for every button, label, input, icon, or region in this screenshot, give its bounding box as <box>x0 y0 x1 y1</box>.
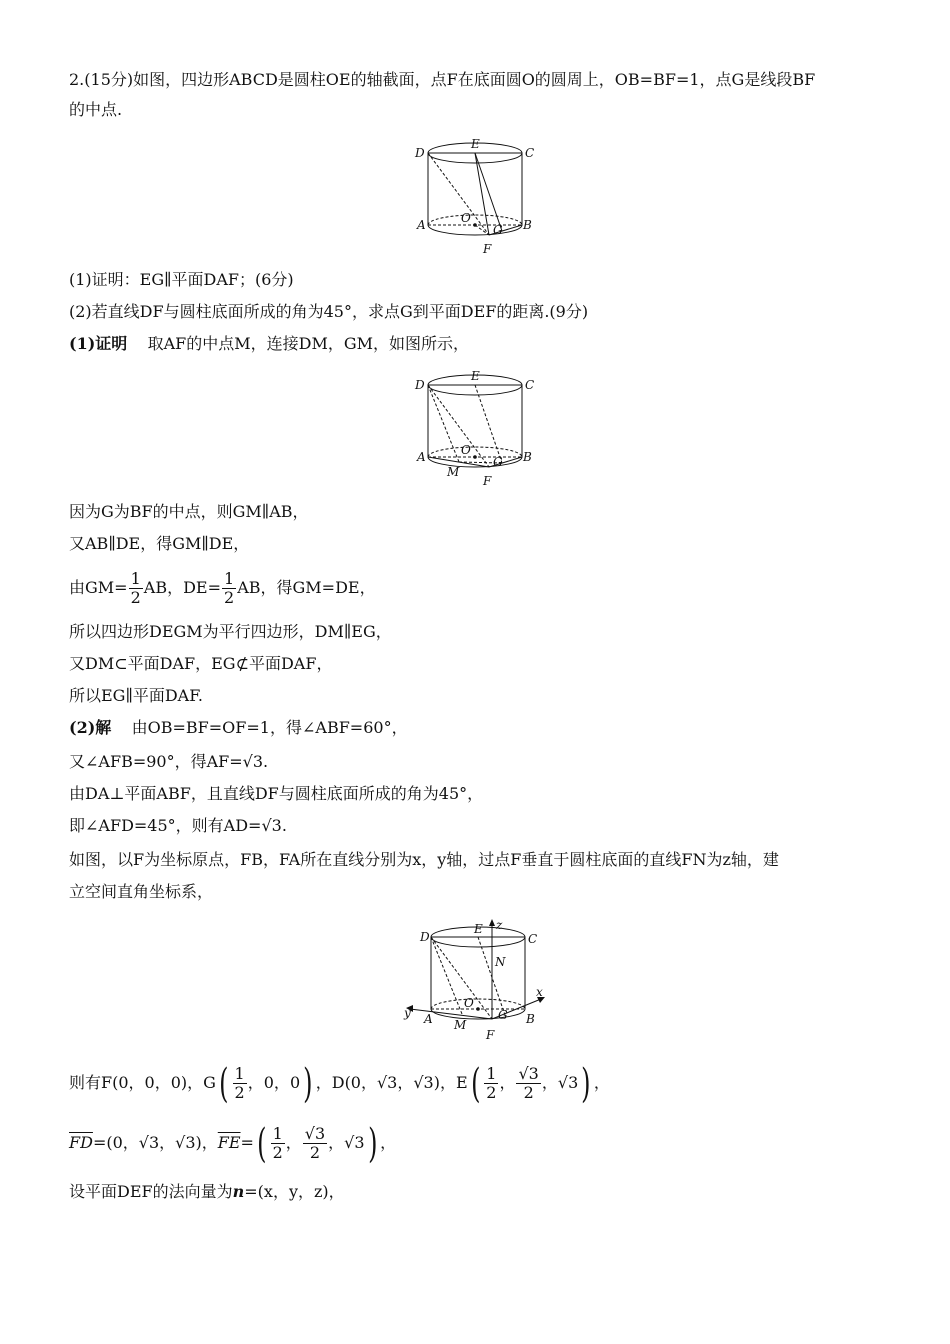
label-D: D <box>415 378 425 392</box>
solution1-intro-text: 取AF的中点M，连接DM，GM，如图所示， <box>147 334 470 353</box>
label-A: A <box>417 450 426 464</box>
fraction-sqrt3-over-2: $\frac{√3}{2}$ <box>518 1064 539 1102</box>
vectors-line: $\overline{FD}=(0$，√3，√3)，$\overline{FE}=$( $\frac{1}{2}$ ， $\frac{√3}{2}$ ，√3) ， <box>69 1120 397 1167</box>
label-N: N <box>495 955 506 969</box>
vector-FE: $\overline{FE}$ <box>217 1133 241 1152</box>
label-O: O <box>464 996 474 1010</box>
solution2-line-1: (2)解 由OB=BF=OF=1，得∠ABF=60°， <box>69 718 408 737</box>
solution2-line-6: 立空间直角坐标系， <box>69 882 214 901</box>
solution2-line-3: 由DA⊥平面ABF，且直线DF与圆柱底面所成的角为45°， <box>69 784 484 803</box>
problem-line-2: 的中点. <box>69 100 123 119</box>
label-B: B <box>523 450 532 464</box>
label-G: G <box>493 455 503 469</box>
label-E: E <box>471 137 480 151</box>
label-C: C <box>525 146 535 160</box>
label-y: y <box>404 1006 411 1020</box>
solution1-line-6: 所以EG∥平面DAF. <box>69 686 203 705</box>
vector-FD: $\overline{FD}$ <box>69 1133 93 1152</box>
fraction-sqrt3-over-2: $\frac{√3}{2}$ <box>304 1124 326 1162</box>
l3-part-a: 由GM= <box>69 578 128 597</box>
label-D: D <box>420 930 430 944</box>
solution2-line-5: 如图，以F为坐标原点，FB，FA所在直线分别为x，y轴，过点F垂直于圆柱底面的直线FN为z轴，建 <box>69 850 779 869</box>
fraction-half: $\frac{1}{2}$ <box>130 569 141 607</box>
fraction-half: $\frac{1}{2}$ <box>486 1064 497 1102</box>
problem-line-1: 2.(15分)如图，四边形ABCD是圆柱OE的轴截面，点F在底面圆O的圆周上，OB=BF=1，点G是线段BF <box>69 70 816 89</box>
fraction-half: $\frac{1}{2}$ <box>234 1064 245 1102</box>
label-D: D <box>415 146 425 160</box>
label-E: E <box>471 369 480 383</box>
label-x: x <box>536 985 543 999</box>
label-M: M <box>447 465 460 479</box>
label-F: F <box>486 1028 495 1042</box>
solution1-intro <box>69 332 890 356</box>
solution1-line-3 <box>69 568 890 608</box>
label-G: G <box>493 223 503 237</box>
label-F: F <box>483 474 492 488</box>
label-C: C <box>525 378 535 392</box>
label-A: A <box>424 1012 433 1026</box>
l3-part-c: AB，得GM=DE， <box>237 578 376 597</box>
label-O: O <box>461 443 471 457</box>
label-O: O <box>461 211 471 225</box>
fraction-half: $\frac{1}{2}$ <box>272 1124 283 1162</box>
question-1: (1)证明：EG∥平面DAF；(6分) <box>69 270 294 289</box>
solution2-line-2: 又∠AFB=90°，得AF=√3. <box>69 752 269 771</box>
label-E: E <box>474 922 483 936</box>
fraction-half: $\frac{1}{2}$ <box>224 569 235 607</box>
solution2-tag: (2)解 <box>69 718 112 737</box>
label-z: z <box>496 918 503 932</box>
label-A: A <box>417 218 426 232</box>
solution1-line-2: 又AB∥DE，得GM∥DE， <box>69 534 250 553</box>
label-B: B <box>523 218 532 232</box>
question-2: (2)若直线DF与圆柱底面所成的角为45°，求点G到平面DEF的距离.(9分) <box>69 302 589 321</box>
cylinder-figure-1 <box>405 133 545 258</box>
solution1-tag: (1)证明 <box>69 334 128 353</box>
solution1-line-1: 因为G为BF的中点，则GM∥AB， <box>69 502 309 521</box>
label-G: G <box>498 1008 508 1022</box>
label-F: F <box>483 242 492 256</box>
coordinates-line: 则有F(0，0，0)，G( $\frac{1}{2}$ ，0，0) ，D(0，√3，√3)，E( $\frac{1}{2}$ ， $\frac{√3}{2}$ ，√3) ， <box>69 1060 610 1107</box>
normal-vector-n: n <box>232 1182 245 1201</box>
label-B: B <box>526 1012 535 1026</box>
solution1-line-4: 所以四边形DEGM为平行四边形，DM∥EG， <box>69 622 392 641</box>
solution1-line-5: 又DM⊂平面DAF，EG⊄平面DAF， <box>69 654 333 673</box>
solution2-line-4: 即∠AFD=45°，则有AD=√3. <box>69 816 287 835</box>
label-M: M <box>454 1018 467 1032</box>
normal-vector-line: 设平面DEF的法向量为n=(x，y，z)， <box>69 1182 345 1201</box>
label-C: C <box>528 932 538 946</box>
cylinder-figure-2 <box>405 365 545 490</box>
l3-part-b: AB，DE= <box>143 578 221 597</box>
cylinder-figure-3 <box>398 915 553 1045</box>
